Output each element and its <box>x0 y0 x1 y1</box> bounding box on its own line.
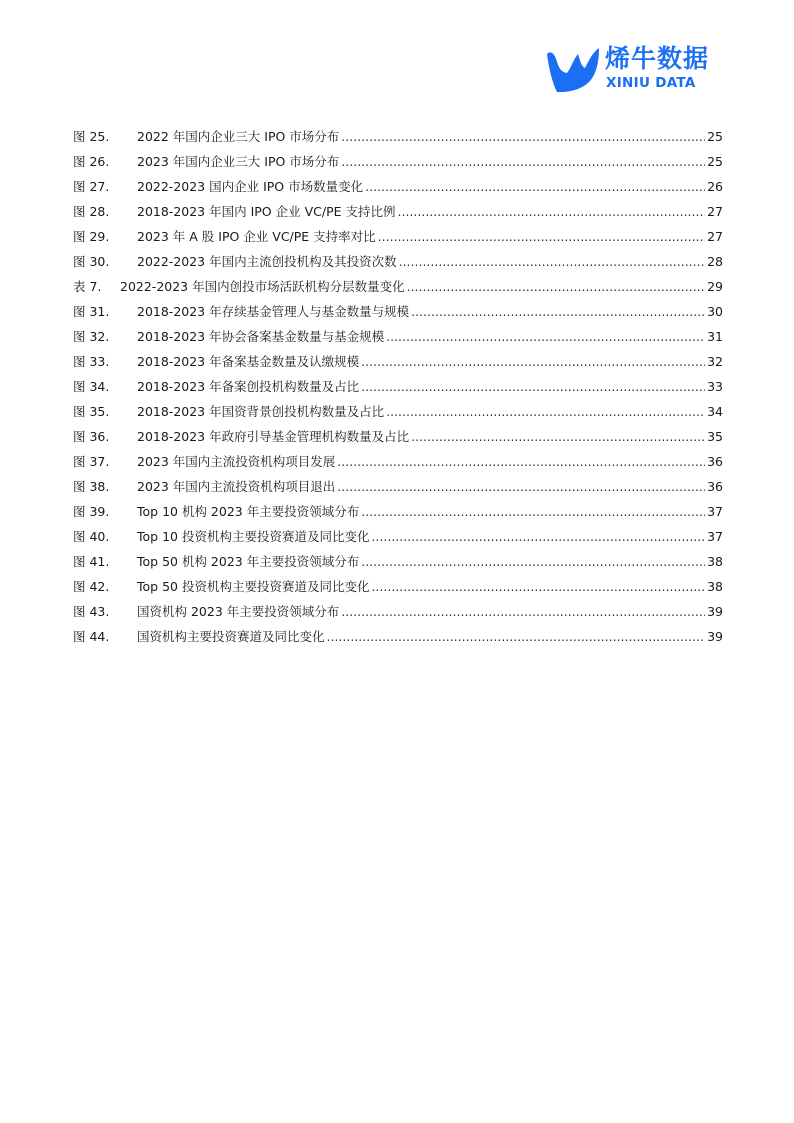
toc-entry-number: 图 31. <box>73 304 110 319</box>
toc-entry[interactable] <box>73 295 723 320</box>
toc-entry-page: 32 <box>707 354 723 369</box>
toc-entry-page: 29 <box>707 279 723 294</box>
toc-entry-title: 2022 年国内企业三大 IPO 市场分布 <box>137 129 340 144</box>
toc-entry-page: 28 <box>707 254 723 269</box>
toc-entry-title: 2018-2023 年协会备案基金数量与基金规模 <box>137 329 385 344</box>
toc-entry[interactable] <box>73 495 723 520</box>
toc-entry-title: 2022-2023 年国内主流创投机构及其投资次数 <box>137 254 397 269</box>
toc-entry-number: 图 38. <box>73 479 110 494</box>
toc-entry-title: 2023 年国内企业三大 IPO 市场分布 <box>137 154 340 169</box>
toc-entry[interactable] <box>73 220 723 245</box>
toc-entry-page: 39 <box>707 629 723 644</box>
toc-entry[interactable] <box>73 145 723 170</box>
toc-entry-title: 2018-2023 年政府引导基金管理机构数量及占比 <box>137 429 410 444</box>
toc-entry-title: 2018-2023 年备案创投机构数量及占比 <box>137 379 360 394</box>
toc-entry-page: 25 <box>707 129 723 144</box>
toc-entry-page: 27 <box>707 229 723 244</box>
toc-entry-page: 30 <box>707 304 723 319</box>
toc-dot-leader <box>361 379 705 395</box>
toc-entry-title: 2018-2023 年存续基金管理人与基金数量与规模 <box>137 304 410 319</box>
toc-entry[interactable] <box>73 620 723 645</box>
table-of-contents <box>73 120 723 645</box>
toc-dot-leader <box>371 579 705 595</box>
toc-entry-number: 图 27. <box>73 179 110 194</box>
toc-entry-page: 36 <box>707 454 723 469</box>
toc-entry-number: 图 36. <box>73 429 110 444</box>
toc-dot-leader <box>361 354 705 370</box>
toc-entry[interactable] <box>73 345 723 370</box>
toc-entry[interactable] <box>73 470 723 495</box>
toc-entry-title: 国资机构 2023 年主要投资领域分布 <box>137 604 340 619</box>
toc-entry-page: 37 <box>707 529 723 544</box>
toc-entry-number: 图 34. <box>73 379 110 394</box>
toc-entry-number: 图 28. <box>73 204 110 219</box>
toc-dot-leader <box>407 279 705 295</box>
toc-entry-number: 表 7. <box>73 279 102 294</box>
toc-entry-number: 图 33. <box>73 354 110 369</box>
toc-entry[interactable] <box>73 195 723 220</box>
toc-entry-number: 图 44. <box>73 629 110 644</box>
toc-dot-leader <box>337 479 705 495</box>
toc-entry-number: 图 37. <box>73 454 110 469</box>
toc-entry-page: 36 <box>707 479 723 494</box>
toc-entry[interactable] <box>73 320 723 345</box>
toc-entry-title: Top 50 投资机构主要投资赛道及同比变化 <box>137 579 370 594</box>
toc-entry-title: 2023 年国内主流投资机构项目退出 <box>137 479 336 494</box>
toc-entry-number: 图 30. <box>73 254 110 269</box>
toc-entry-number: 图 43. <box>73 604 110 619</box>
toc-entry-title: Top 10 投资机构主要投资赛道及同比变化 <box>137 529 370 544</box>
toc-entry[interactable] <box>73 270 723 295</box>
toc-entry-page: 35 <box>707 429 723 444</box>
toc-dot-leader <box>378 229 705 245</box>
toc-entry-title: 2018-2023 年备案基金数量及认缴规模 <box>137 354 360 369</box>
toc-entry-number: 图 39. <box>73 504 110 519</box>
brand-name-cn: 烯牛数据 <box>605 44 710 73</box>
toc-entry-title: 2023 年国内主流投资机构项目发展 <box>137 454 336 469</box>
toc-entry-number: 图 35. <box>73 404 110 419</box>
toc-entry-number: 图 42. <box>73 579 110 594</box>
toc-dot-leader <box>411 429 705 445</box>
toc-dot-leader <box>341 129 705 145</box>
toc-entry-page: 31 <box>707 329 723 344</box>
toc-entry-title: 2022-2023 国内企业 IPO 市场数量变化 <box>137 179 364 194</box>
toc-entry-number: 图 26. <box>73 154 110 169</box>
toc-entry[interactable] <box>73 420 723 445</box>
toc-dot-leader <box>327 629 706 645</box>
toc-entry-page: 39 <box>707 604 723 619</box>
toc-entry-title: 2018-2023 年国资背景创投机构数量及占比 <box>137 404 385 419</box>
toc-entry-page: 37 <box>707 504 723 519</box>
toc-entry[interactable] <box>73 570 723 595</box>
toc-entry[interactable] <box>73 595 723 620</box>
toc-entry[interactable] <box>73 520 723 545</box>
toc-entry[interactable] <box>73 395 723 420</box>
toc-dot-leader <box>361 504 705 520</box>
toc-entry[interactable] <box>73 170 723 195</box>
toc-entry-number: 图 29. <box>73 229 110 244</box>
rhino-logo-icon <box>545 44 601 92</box>
toc-entry[interactable] <box>73 245 723 270</box>
toc-dot-leader <box>365 179 705 195</box>
toc-dot-leader <box>341 604 705 620</box>
toc-dot-leader <box>341 154 705 170</box>
toc-entry-page: 33 <box>707 379 723 394</box>
toc-entry-title: Top 50 机构 2023 年主要投资领域分布 <box>137 554 360 569</box>
toc-dot-leader <box>386 404 705 420</box>
toc-dot-leader <box>371 529 705 545</box>
toc-entry[interactable] <box>73 370 723 395</box>
toc-entry-page: 27 <box>707 204 723 219</box>
toc-entry-title: Top 10 机构 2023 年主要投资领域分布 <box>137 504 360 519</box>
toc-dot-leader <box>398 204 706 220</box>
brand-logo <box>545 44 725 94</box>
toc-entry[interactable] <box>73 445 723 470</box>
toc-entry-page: 26 <box>707 179 723 194</box>
toc-entry-title: 2018-2023 年国内 IPO 企业 VC/PE 支持比例 <box>137 204 396 219</box>
toc-dot-leader <box>399 254 705 270</box>
toc-entry-title: 2023 年 A 股 IPO 企业 VC/PE 支持率对比 <box>137 229 376 244</box>
toc-dot-leader <box>337 454 705 470</box>
toc-entry-title: 2022-2023 年国内创投市场活跃机构分层数量变化 <box>120 279 405 294</box>
toc-entry-page: 38 <box>707 554 723 569</box>
toc-entry-title: 国资机构主要投资赛道及同比变化 <box>137 629 325 644</box>
toc-entry-number: 图 40. <box>73 529 110 544</box>
toc-dot-leader <box>386 329 705 345</box>
toc-entry-page: 38 <box>707 579 723 594</box>
toc-entry[interactable] <box>73 120 723 145</box>
toc-entry-number: 图 41. <box>73 554 110 569</box>
toc-entry-number: 图 25. <box>73 129 110 144</box>
brand-name-en: XINIU DATA <box>606 75 696 91</box>
toc-dot-leader <box>411 304 705 320</box>
toc-entry-number: 图 32. <box>73 329 110 344</box>
toc-dot-leader <box>361 554 705 570</box>
toc-entry[interactable] <box>73 545 723 570</box>
toc-entry-page: 34 <box>707 404 723 419</box>
toc-entry-page: 25 <box>707 154 723 169</box>
